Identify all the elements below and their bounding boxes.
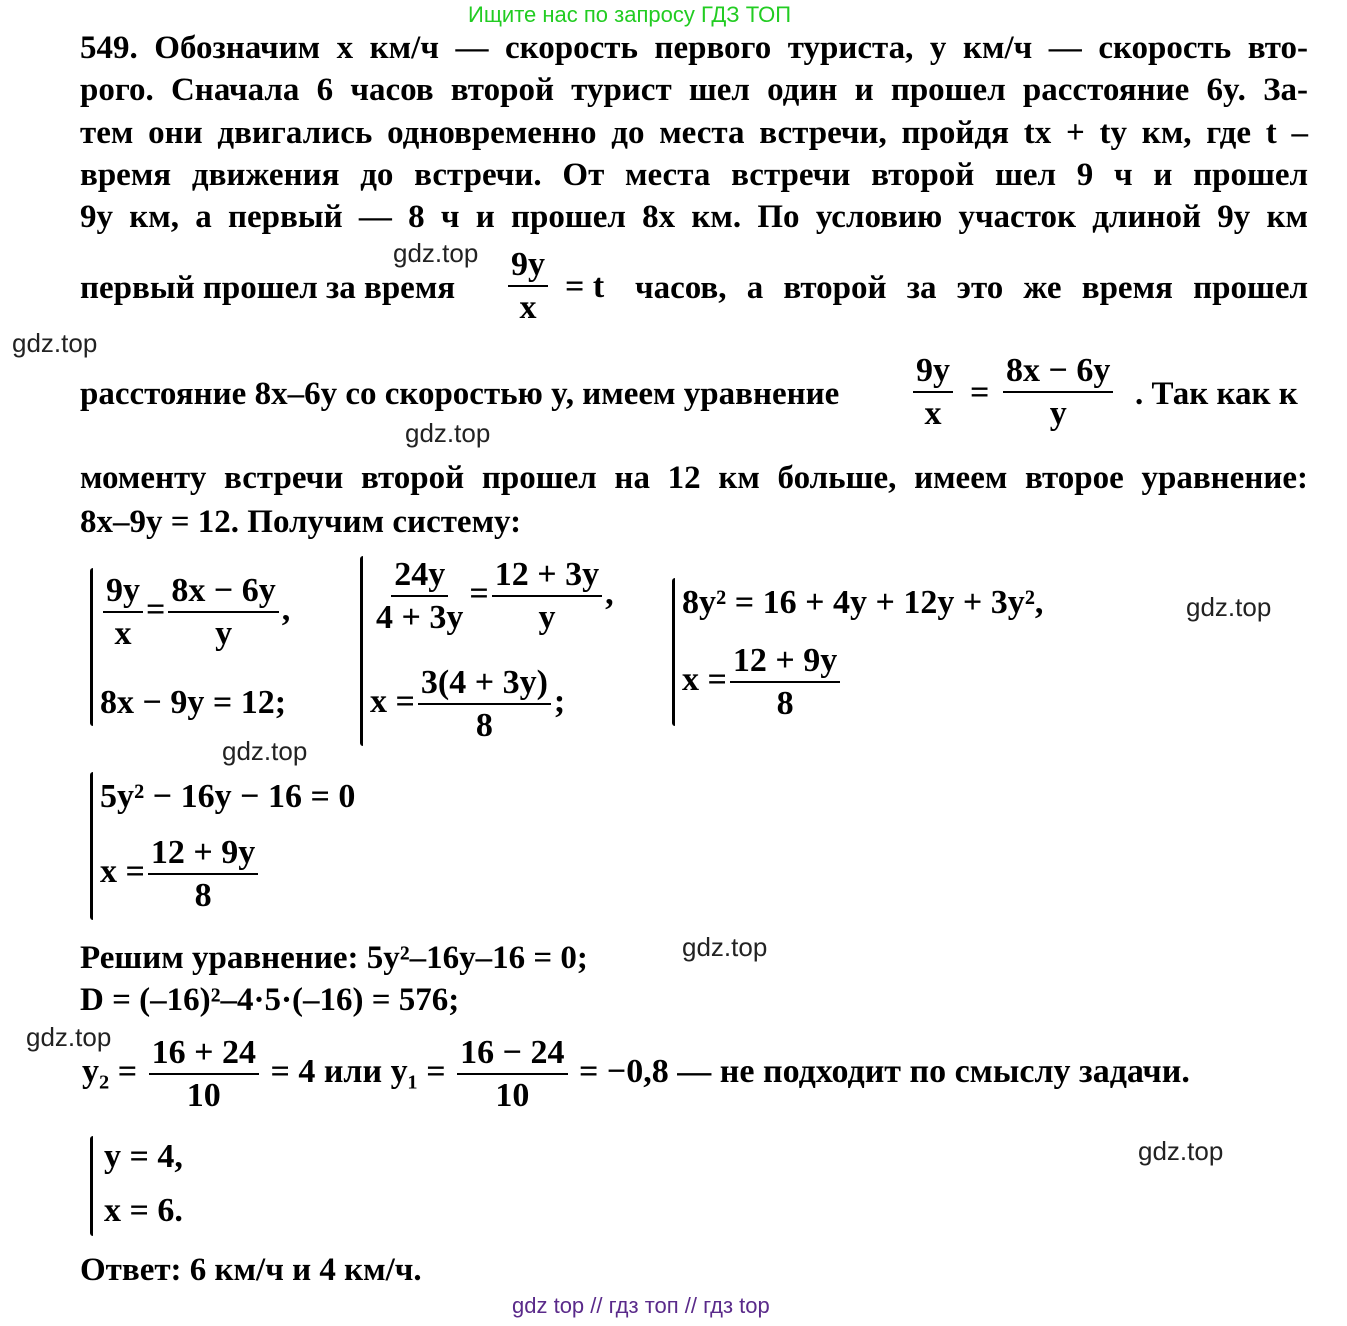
system-2-row-1: $\frac{24y}{4 + 3y}$ = $\frac{12 + 3y}{y}$ , xyxy=(376,556,614,637)
system-1-row-2: 8x − 9y = 12; xyxy=(100,684,287,721)
text-line-5: 9y км, а первый — 8 ч и прошел 8x км. По условию участок длиной 9y км xyxy=(80,199,1308,235)
text-line-8: моменту встречи второй прошел на 12 км больше, имеем второе уравнение: xyxy=(80,460,1308,496)
final-system-row-1: y = 4, xyxy=(104,1138,183,1175)
text-line-7-pre: расстояние 8x–6y со скоростью y, имеем уравнение xyxy=(80,376,840,412)
text-line-6-pre: первый прошел за время xyxy=(80,270,456,306)
watermark: gdz.top xyxy=(12,328,98,358)
text-line-3: тем они двигались одновременно до места встречи, пройдя tx + ty км, где t – xyxy=(80,115,1308,151)
text-line-7-post: . Так как к xyxy=(1135,376,1298,412)
watermark: gdz.top xyxy=(222,736,308,766)
text-line-1 xyxy=(80,28,1308,68)
answer-line: Ответ: 6 км/ч и 4 км/ч. xyxy=(80,1252,422,1288)
brace-system-3 xyxy=(672,578,675,726)
brace-final-system xyxy=(90,1136,93,1236)
watermark: gdz.top xyxy=(405,418,491,448)
brace-system-2 xyxy=(360,556,363,746)
watermark: gdz.top xyxy=(26,1022,112,1052)
watermark: gdz.top xyxy=(682,932,768,962)
text-line-6-post: часов, а второй за это же время прошел xyxy=(635,270,1308,306)
equation-9y-x: $\frac{9y}{x}$ xyxy=(910,352,956,433)
final-system-row-2: x = 6. xyxy=(104,1192,183,1229)
system-4-row-2: x = $\frac{12 + 9y}{8}$ xyxy=(100,834,261,915)
system-4-row-1: 5y² − 16y − 16 = 0 xyxy=(100,778,356,815)
equals-sign: = xyxy=(970,374,990,411)
equals-t: = t xyxy=(565,268,605,305)
roots-line: y₂ = $\frac{16 + 24}{10}$ = 4 или y₁ = $\frac{16 - 24}{10}$ = −0,8 — не подходит по смыслу задачи. xyxy=(82,1034,1190,1115)
discriminant-line: D = (–16)²–4·5·(–16) = 576; xyxy=(80,982,460,1018)
system-3-row-1: 8y² = 16 + 4y + 12y + 3y², xyxy=(682,584,1044,621)
text-line-4: время движения до встречи. От места встречи второй шел 9 ч и прошел xyxy=(80,157,1308,193)
equation-8x-6y-y: $\frac{8x - 6y}{y}$ xyxy=(1000,352,1116,433)
system-1-row-1: $\frac{9y}{x}$ = $\frac{8x - 6y}{y}$ , xyxy=(100,572,290,653)
bottom-banner: gdz top // гдз топ // гдз top xyxy=(512,1293,770,1318)
fraction-9y-over-x: $\frac{9y}{x}$ xyxy=(505,246,551,327)
system-2-row-2: x = $\frac{3(4 + 3y)}{8}$ ; xyxy=(370,664,566,745)
text-line-2: рого. Сначала 6 часов второй турист шел один и прошел расстояние 6y. За- xyxy=(80,72,1308,108)
text-line-9: 8x–9y = 12. Получим систему: xyxy=(80,504,522,540)
problem-number: 549. xyxy=(80,30,138,66)
watermark: gdz.top xyxy=(1186,592,1272,622)
brace-system-4 xyxy=(90,772,93,920)
system-3-row-2: x = $\frac{12 + 9y}{8}$ xyxy=(682,642,843,723)
solve-equation-line: Решим уравнение: 5y²–16y–16 = 0; xyxy=(80,940,588,976)
top-banner: Ищите нас по запросу ГДЗ ТОП xyxy=(468,2,792,27)
watermark: gdz.top xyxy=(1138,1136,1224,1166)
brace-system-1 xyxy=(90,568,93,726)
text-line-1-content: Обозначим x км/ч — скорость первого туриста, y км/ч — скорость вто- xyxy=(154,30,1309,66)
watermark: gdz.top xyxy=(393,238,479,268)
